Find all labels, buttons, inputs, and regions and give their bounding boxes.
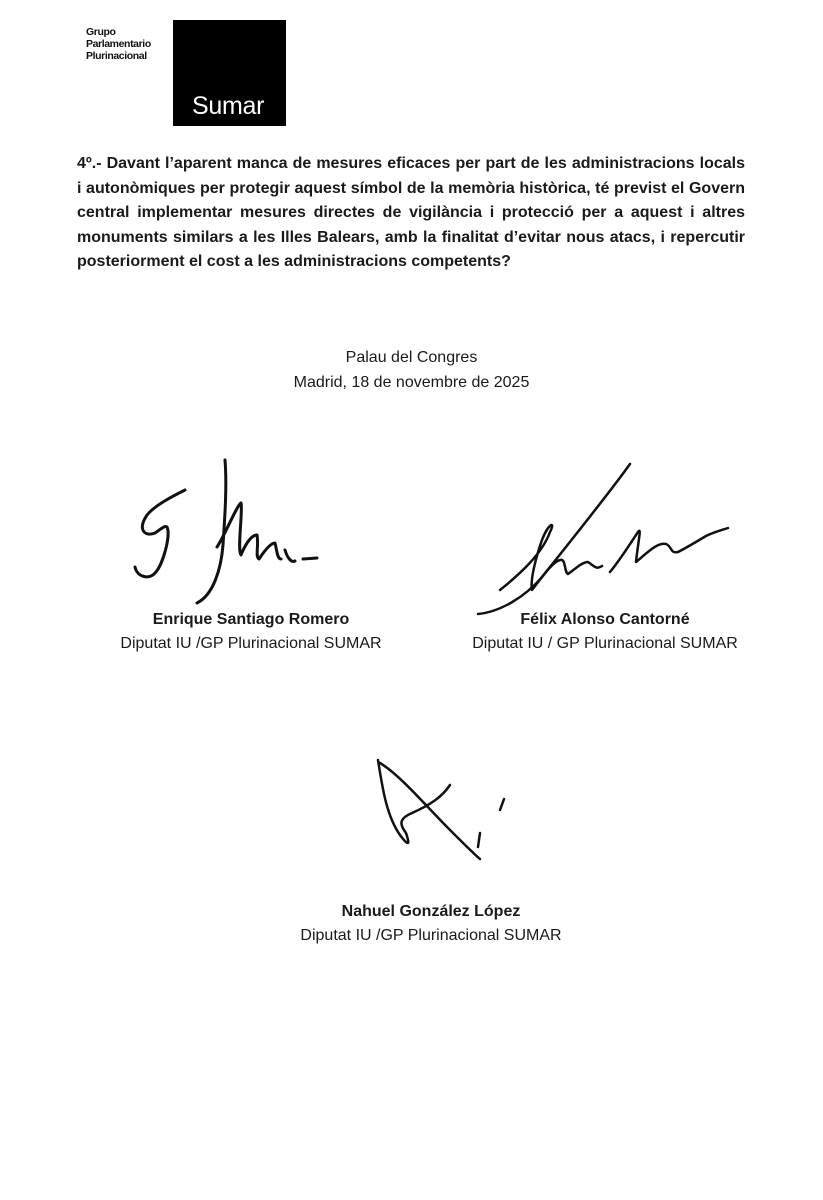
signature-2 <box>470 462 730 622</box>
logo-line-plurinacional: Plurinacional <box>86 50 147 62</box>
signatory-role: Diputat IU / GP Plurinacional SUMAR <box>472 635 738 652</box>
signature-3 <box>370 755 520 865</box>
date-line: Madrid, 18 de novembre de 2025 <box>293 373 530 391</box>
logo-group-text <box>86 26 186 62</box>
logo-line-parlamentario: Parlamentario <box>86 38 151 50</box>
logo-brand-text: Sumar <box>192 92 265 120</box>
signatory-name: Enrique Santiago Romero <box>152 611 350 628</box>
signatory-3 <box>276 900 586 948</box>
signatory-2 <box>455 608 755 656</box>
place-and-date <box>0 346 823 395</box>
place-line: Palau del Congres <box>345 349 478 366</box>
logo-line-grupo: Grupo <box>86 26 116 38</box>
signature-1 <box>125 455 325 615</box>
question-paragraph: 4º.- Davant l’aparent manca de mesures eficaces per part de les administracions locals i autonòmiques per protegir aquest símbol de la memòria històrica, té previst el Govern central implementar mesures directes de vigilància i protecció per a aquest i altres monuments similars a les Illes Balears, amb la finalitat d’evitar nous atacs, i repercutir posteriorment el cost a les administracions competents? <box>77 155 745 270</box>
party-logo <box>86 20 286 126</box>
signatory-name: Nahuel González López <box>341 903 521 920</box>
signatory-name: Félix Alonso Cantorné <box>520 611 690 628</box>
signatory-role: Diputat IU /GP Plurinacional SUMAR <box>300 927 562 944</box>
signatory-1 <box>96 608 406 656</box>
signatory-role: Diputat IU /GP Plurinacional SUMAR <box>120 635 382 652</box>
